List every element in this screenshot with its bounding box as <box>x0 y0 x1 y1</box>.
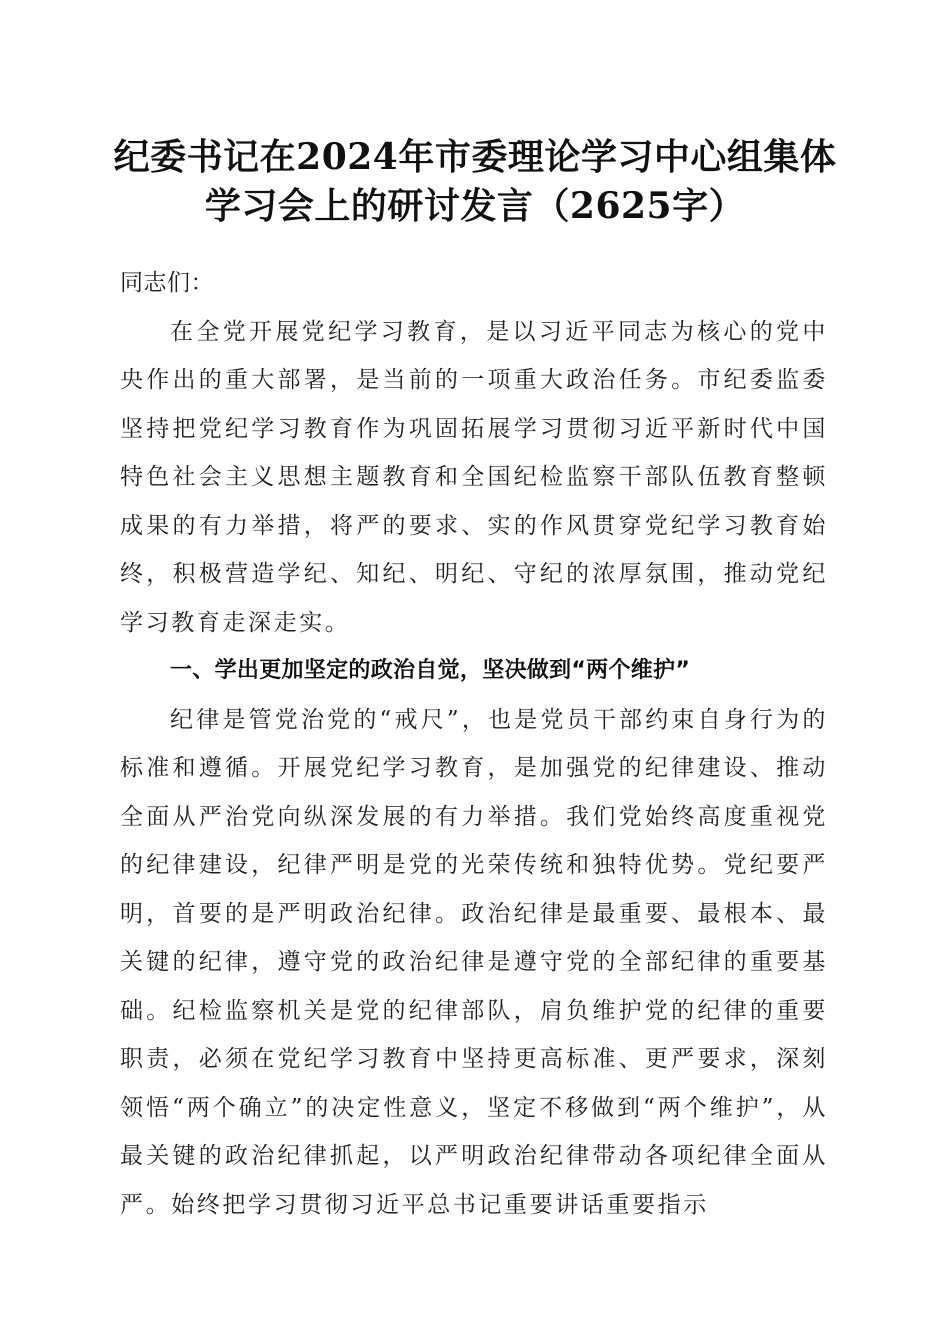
section-heading-1: 一、学出更加坚定的政治自觉，坚决做到“两个维护” <box>170 658 691 683</box>
salutation: 同志们： <box>120 270 214 296</box>
paragraph-1: 在全党开展党纪学习教育，是以习近平同志为核心的党中央作出的重大部署，是当前的一项重大政治任务。市纪委监委坚持把党纪学习教育作为巩固拓展学习贯彻习近平新时代中国特色社会主义思想主题教育和全国纪检监察干部队伍教育整顿成果的有力举措，将严的要求、实的作风贯穿党纪学习教育始终，积极营造学纪、知纪、明纪、守纪的浓厚氛围，推动党纪学习教育走深走实。 <box>120 318 828 636</box>
paragraph-2: 纪律是管党治党的“戒尺”，也是党员干部约束自身行为的标准和遵循。开展党纪学习教育，是加强党的纪律建设、推动全面从严治党向纵深发展的有力举措。我们党始终高度重视党的纪律建设，纪律严明是党的光荣传统和独特优势。党纪要严明，首要的是严明政治纪律。政治纪律是最重要、最根本、最关键的纪律，遵守党的政治纪律是遵守党的全部纪律的重要基础。纪检监察机关是党的纪律部队，肩负维护党的纪律的重要职责，必须在党纪学习教育中坚持更高标准、更严要求，深刻领悟“两个确立”的决定性意义，坚定不移做到“两个维护”，从最关键的政治纪律抓起，以严明政治纪律带动各项纪律全面从严。始终把学习贯彻习近平总书记重要讲话重要指示 <box>120 706 828 1218</box>
title-line-1: 纪委书记在2024年市委理论学习中心组集体 <box>113 136 837 178</box>
document-body <box>120 259 828 1229</box>
title-line-2: 学习会上的研讨发言（2625字） <box>204 185 746 227</box>
document-title <box>100 133 850 231</box>
